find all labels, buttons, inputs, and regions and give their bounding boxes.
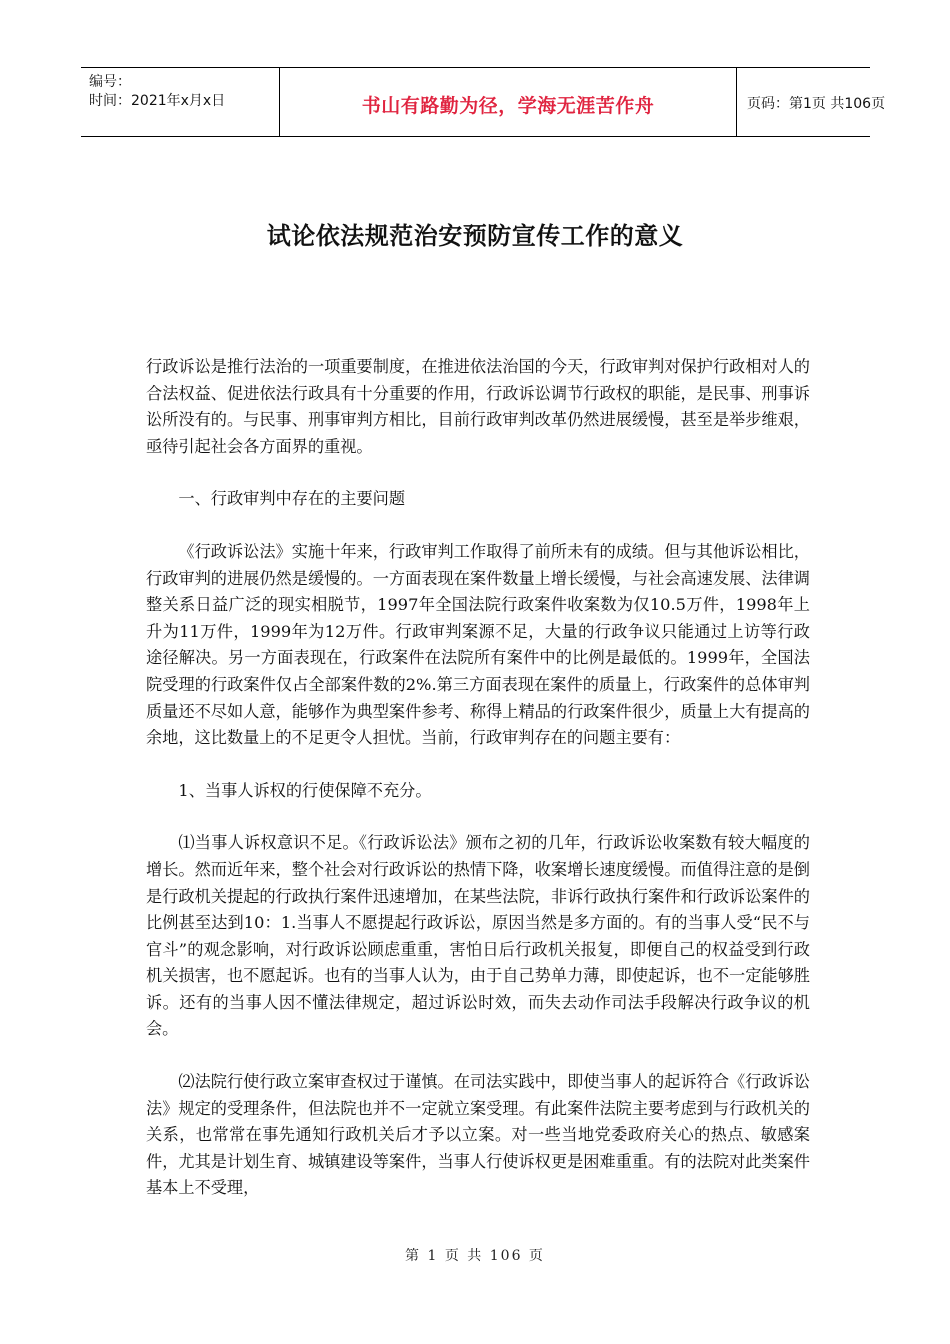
document-number-label: 编号： [89, 74, 131, 90]
body-paragraph: ⑵法院行使行政立案审查权过于谨慎。在司法实践中，即使当事人的起诉符合《行政诉讼法》规定的受理条件，但法院也并不一定就立案受理。有此案件法院主要考虑到与行政机关的关系，也常常在事先通知行政机关后才予以立案。对一些当地党委政府关心的热点、敏感案件，尤其是计划生育、城镇建设等案件，当事人行使诉权更是困难重重。有的法院对此类案件基本上不受理， [146, 1072, 810, 1198]
header-info-cell [81, 68, 280, 136]
body-paragraph: 行政诉讼是推行法治的一项重要制度，在推进依法治国的今天，行政审判对保护行政相对人的合法权益、促进依法行政具有十分重要的作用，行政诉讼调节行政权的职能，是民事、刑事诉讼所没有的。与民事、刑事审判方相比，目前行政审判改革仍然进展缓慢，甚至是举步维艰，亟待引起社会各方面界的重视。 [146, 357, 810, 456]
header-motto: 书山有路勤为径，学海无涯苦作舟 [361, 95, 655, 117]
section-heading: 一、行政审判中存在的主要问题 [178, 489, 406, 509]
header-motto-cell [280, 68, 737, 136]
subsection-heading: 1、当事人诉权的行使保障不充分。 [178, 780, 432, 800]
body-paragraph: ⑴当事人诉权意识不足。《行政诉讼法》颁布之初的几年，行政诉讼收案数有较大幅度的增长。然而近年来，整个社会对行政诉讼的热情下降，收案增长速度缓慢。而值得注意的是倒是行政机关提起的行政执行案件迅速增加，在某些法院，非诉行政执行案件和行政诉讼案件的比例甚至达到10：1.当事人不愿提起行政诉讼，原因当然是多方面的。有的当事人受“民不与官斗”的观念影响，对行政诉讼顾虑重重，害怕日后行政机关报复，即便自己的权益受到行政机关损害，也不愿起诉。也有的当事人认为，由于自己势单力薄，即使起诉，也不一定能够胜诉。还有的当事人因不懂法律规定，超过诉讼时效，而失去动作司法手段解决行政争议的机会。 [146, 833, 810, 1039]
page-header [81, 67, 886, 137]
document-body [146, 354, 810, 1202]
document-date: 时间：2021年x月x日 [89, 93, 226, 109]
document-title: 试论依法规范治安预防宣传工作的意义 [266, 222, 684, 250]
header-page-cell [737, 68, 886, 136]
body-paragraph: 《行政诉讼法》实施十年来，行政审判工作取得了前所未有的成绩。但与其他诉讼相比，行政审判的进展仍然是缓慢的。一方面表现在案件数量上增长缓慢，与社会高速发展、法律调整关系日益广泛的现实相脱节，1997年全国法院行政案件收案数为仅10.5万件，1998年上升为11万件，1999年为12万件。行政审判案源不足，大量的行政争议只能通过上访等行政途径解决。另一方面表现在，行政案件在法院所有案件中的比例是最低的。1999年，全国法院受理的行政案件仅占全部案件数的2%.第三方面表现在案件的质量上，行政案件的总体审判质量还不尽如人意，能够作为典型案件参考、称得上精品的行政案件很少，质量上大有提高的余地，这比数量上的不足更令人担忧。当前，行政审判存在的问题主要有： [146, 541, 810, 748]
header-page-code: 页码：第1页 共106页 [747, 96, 886, 112]
page-footer: 第 1 页 共 106 页 [405, 1248, 545, 1264]
